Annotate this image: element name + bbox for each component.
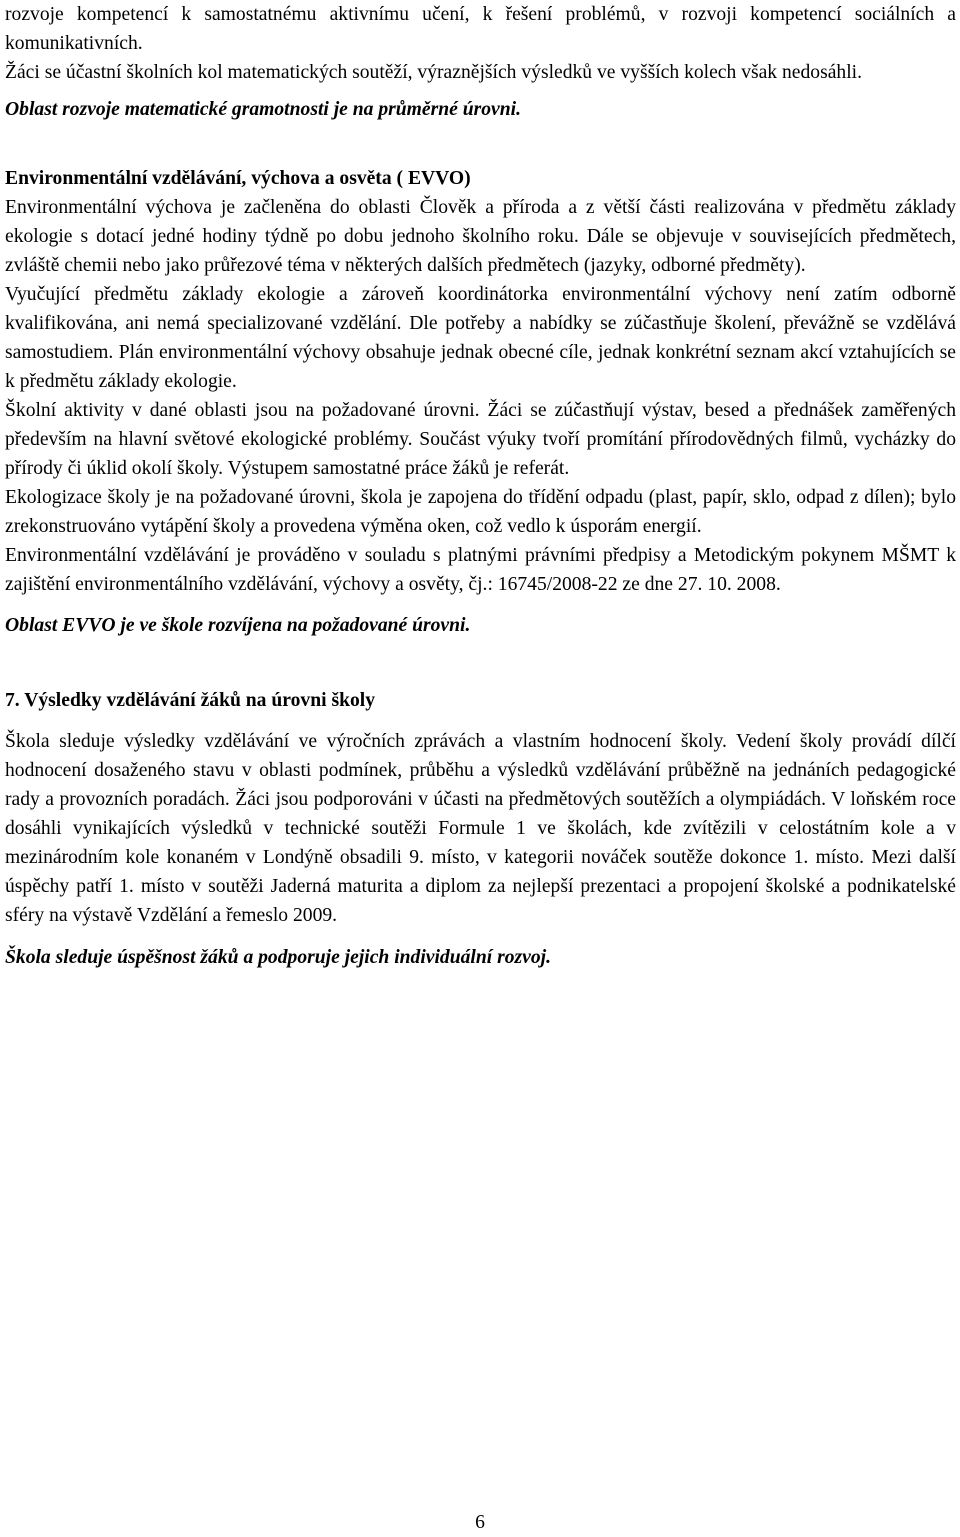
math-literacy-conclusion: Oblast rozvoje matematické gramotnosti je na průměrné úrovni.: [5, 99, 521, 120]
intro-paragraph-2: Žáci se účastní školních kol matematických soutěží, výraznějších výsledků ve vyšších kolech však nedosáhli.: [5, 62, 862, 83]
evvo-paragraph-4: Ekologizace školy je na požadované úrovni, škola je zapojena do třídění odpadu (plast, papír, sklo, odpad z dílen); bylo zrekonstruováno vytápění školy a provedena výměna oken, což vedlo k úsporám energií.: [5, 487, 956, 537]
document-page: [5, 0, 956, 972]
section-7-heading: 7. Výsledky vzdělávání žáků na úrovni školy: [5, 690, 376, 711]
page-number: 6: [475, 1512, 485, 1533]
section-7-conclusion: Škola sleduje úspěšnost žáků a podporuje jejich individuální rozvoj.: [5, 947, 551, 968]
evvo-paragraph-1: Environmentální výchova je začleněna do oblasti Člověk a příroda a z větší části realizována v předmětu základy ekologie s dotací jedné hodiny týdně po dobu jednoho školního roku. Dále se objevuje v souvisejících předmětech, zvláště chemii nebo jako průřezové téma v některých dalších předmětech (jazyky, odborné předměty).: [5, 197, 956, 276]
evvo-paragraph-5: Environmentální vzdělávání je prováděno v souladu s platnými právními předpisy a Metodickým pokynem MŠMT k zajištění environmentálního vzdělávání, výchovy a osvěty, čj.: 16745/2008-22 ze dne 27. 10. 2008.: [5, 545, 956, 595]
evvo-paragraph-3: Školní aktivity v dané oblasti jsou na požadované úrovni. Žáci se zúčastňují výstav, besed a přednášek zaměřených především na hlavní světové ekologické problémy. Součást výuky tvoří promítání přírodovědných filmů, vycházky do přírody či úklid okolí školy. Výstupem samostatné práce žáků je referát.: [5, 400, 956, 479]
evvo-heading: Environmentální vzdělávání, výchova a osvěta ( EVVO): [5, 168, 471, 189]
section-7-paragraph-1: Škola sleduje výsledky vzdělávání ve výročních zprávách a vlastním hodnocení školy. Vedení školy provádí dílčí hodnocení dosaženého stavu v oblasti podmínek, průběhu a výsledků vzdělávání průběžně na jednáních pedagogické rady a provozních poradách. Žáci jsou podporováni v účasti na předmětových soutěžích a olympiádách. V loňském roce dosáhli vynikajících výsledků v technické soutěži Formule 1 ve školách, kde zvítězili v celostátním kole a v mezinárodním kole konaném v Londýně obsadili 9. místo, v kategorii nováček soutěže dokonce 1. místo. Mezi další úspěchy patří 1. místo v soutěži Jaderná maturita a diplom za nejlepší prezentaci a propojení školské a podnikatelské sféry na výstavě Vzdělání a řemeslo 2009.: [5, 731, 956, 926]
evvo-conclusion: Oblast EVVO je ve škole rozvíjena na požadované úrovni.: [5, 615, 471, 636]
evvo-paragraph-2: Vyučující předmětu základy ekologie a zároveň koordinátorka environmentální výchovy není zatím odborně kvalifikována, ani nemá specializované vzdělání. Dle potřeby a nabídky se zúčastňuje školení, převážně se vzdělává samostudiem. Plán environmentální výchovy obsahuje jednak obecné cíle, jednak konkrétní seznam akcí vztahujících se k předmětu základy ekologie.: [5, 284, 956, 392]
intro-paragraph-1: rozvoje kompetencí k samostatnému aktivnímu učení, k řešení problémů, v rozvoji kompetencí sociálních a komunikativních.: [5, 4, 956, 54]
